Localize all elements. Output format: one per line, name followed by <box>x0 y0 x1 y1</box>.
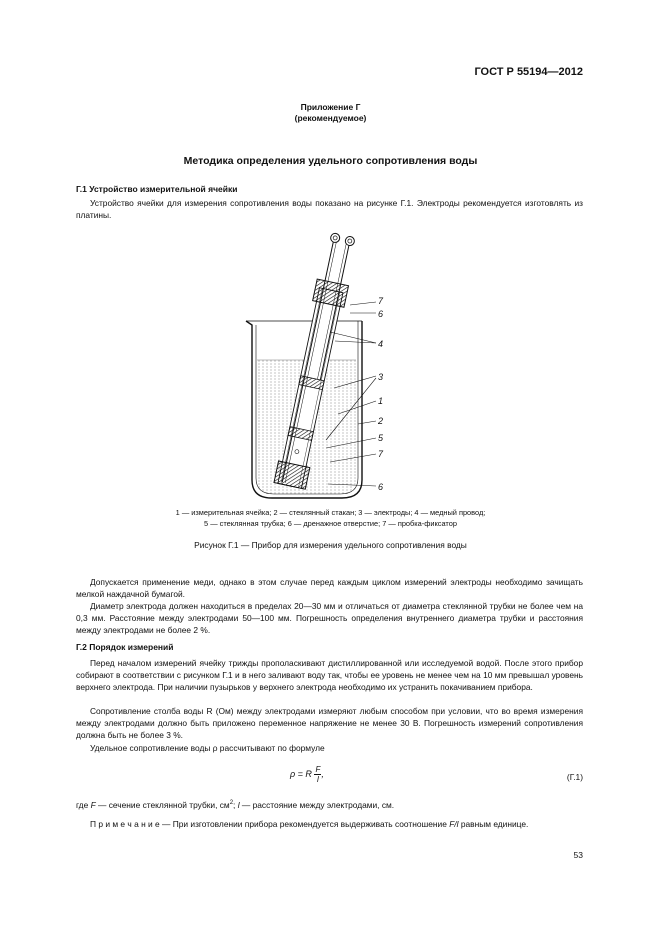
paragraph-procedure: Перед началом измерений ячейку трижды прополаскивают дистиллированной или исследуемой водой. После этого прибор собирают в соответствии с рисунком Г.1 и в него заливают воду так, чтобы ее уровень не менее чем на 10 мм превышал уровень верхнего электрода. При наличии пузырьков у верхнего электрода необходимо их устранить покачиванием прибора. <box>76 658 583 692</box>
page-number: 53 <box>573 850 583 860</box>
formula-eq: = R <box>295 768 312 779</box>
measurement-cell-figure <box>230 228 410 500</box>
callout-5: 5 <box>378 433 384 443</box>
callout-1: 1 <box>378 396 384 406</box>
callout-7-bottom: 7 <box>378 449 384 459</box>
figure-legend-line2: 5 — стеклянная трубка; 6 — дренажное отверстие; 7 — пробка-фиксатор <box>204 519 457 528</box>
formula-g1 <box>290 765 324 784</box>
figure-legend-line1: 1 — измерительная ячейка; 2 — стеклянный стакан; 3 — электроды; 4 — медный провод; <box>175 508 486 517</box>
paragraph-formula-intro: Удельное сопротивление воды ρ рассчитывают по формуле <box>90 743 325 753</box>
callout-6-top: 6 <box>378 309 384 319</box>
document-title: Методика определения удельного сопротивления воды <box>183 155 478 167</box>
section-heading-g1: Г.1 Устройство измерительной ячейки <box>76 184 238 194</box>
formula-tail: , <box>321 768 324 779</box>
callout-6-bottom: 6 <box>378 482 384 492</box>
callout-4: 4 <box>378 339 384 349</box>
paragraph-diameter: Диаметр электрода должен находиться в пределах 20—30 мм и отличаться от диаметра стеклянной трубки не более чем на 0,3 мм. Расстояние между электродами 50—100 мм. Погрешность определения внутреннего диаметра трубки и расстояния между электродами не более 2 %. <box>76 601 583 635</box>
formula-denominator: l <box>316 775 319 784</box>
formula-lhs: ρ <box>290 768 296 779</box>
paragraph-where: где F — сечение стеклянной трубки, $см^2$; l — расстояние между электродами, см. <box>76 799 395 810</box>
section-heading-g2: Г.2 Порядок измерений <box>76 642 174 652</box>
figure-legend <box>0 507 661 529</box>
formula-number: (Г.1) <box>566 772 583 782</box>
callout-2: 2 <box>378 416 384 426</box>
paragraph-resistance: Сопротивление столба воды R (Ом) между электродами измеряют любым способом при условии, что во время измерения между электродами должно быть приложено переменное напряжение не менее 30 В. Погрешность измерений сопротивления должна быть не более 3 %. <box>76 706 583 740</box>
paragraph-g1-intro: Устройство ячейки для измерения сопротивления воды показано на рисунке Г.1. Электроды рекомендуется изготовлять из платины. <box>76 198 583 220</box>
standard-number: ГОСТ Р 55194—2012 <box>474 66 583 78</box>
note: П р и м е ч а н и е — При изготовлении прибора рекомендуется выдерживать соотношение F/l равным единице. <box>90 819 529 829</box>
annex-heading <box>0 102 661 124</box>
annex-title: Приложение Г <box>300 102 361 112</box>
annex-status: (рекомендуемое) <box>294 113 367 123</box>
note-label: П р и м е ч а н и е <box>90 819 160 829</box>
formula-numerator: F <box>315 765 321 774</box>
paragraph-copper: Допускается применение меди, однако в этом случае перед каждым циклом измерений электроды необходимо зачищать мелкой наждачной бумагой. <box>76 577 583 599</box>
callout-3: 3 <box>378 372 384 382</box>
figure-caption: Рисунок Г.1 — Прибор для измерения удельного сопротивления воды <box>194 540 467 550</box>
callout-7-top: 7 <box>378 296 384 306</box>
